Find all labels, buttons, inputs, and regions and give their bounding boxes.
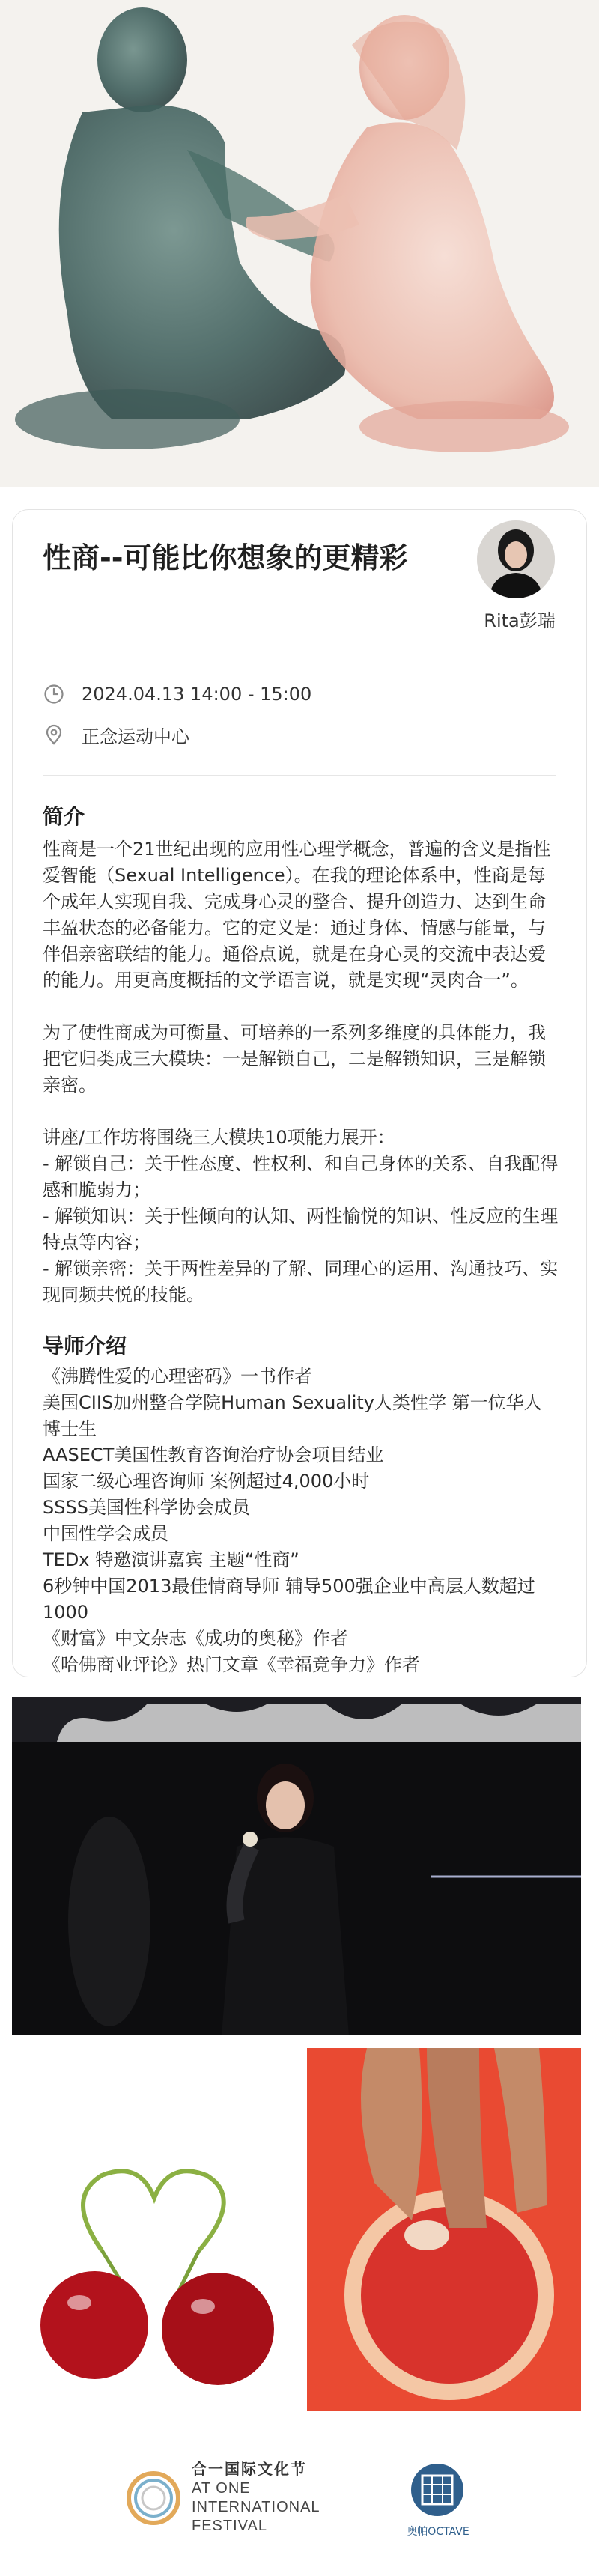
event-datetime: 2024.04.13 14:00 - 15:00 — [82, 684, 312, 705]
festival-name-en-2: INTERNATIONAL — [192, 2499, 320, 2515]
mentor-heading: 导师介绍 — [43, 1334, 127, 1358]
host-avatar[interactable] — [477, 520, 555, 598]
event-card — [12, 509, 587, 1677]
event-location-row[interactable] — [43, 720, 189, 750]
intro-text: 性商是一个21世纪出现的应用性心理学概念，普遍的含义是指性爱智能（Sexual Intelligence）。在我的理论体系中，性商是每个成年人实现自我、完成身心灵的整合、提升创造力、达到生命丰盈状态的必备能力。它的定义是：通过身体、情感与能量，与伴侣亲密联结的能力。通俗点说，就是在身心灵的交流中表达爱的能力。用更高度概括的文学语言说，就是实现“灵肉合一”。 为了使性商成为可衡量、可培养的一系列多维度的具体能力，我把它归类成三大模块：一是解锁自己，二是解锁知识，三是解锁亲密。 讲座/工作坊将围绕三大模块10项能力展开： - 解锁自己：关于性态度、性权利、和自己身体的关系、自我配得感和脆弱力； - 解锁知识：关于性倾向的认知、两性愉悦的知识、性反应的生理特点等内容； - 解锁亲密：关于两性差异的了解、同理心的运用、沟通技巧、实现同频共悦的技能。 — [43, 839, 559, 1305]
festival-name — [192, 2461, 320, 2536]
divider — [43, 775, 556, 776]
festival-logo — [126, 2459, 181, 2537]
footer — [0, 2434, 599, 2576]
partner-name: 奥帕OCTAVE — [407, 2526, 469, 2538]
event-location: 正念运动中心 — [82, 726, 189, 747]
grapefruit-photo — [307, 2048, 581, 2411]
event-title: 性商--可能比你想象的更精彩 — [43, 541, 408, 574]
festival-name-cn: 合一国际文化节 — [192, 2461, 307, 2478]
mentor-text: 《沸腾性爱的心理密码》一书作者 美国CIIS加州整合学院Human Sexuality人类性学 第一位华人博士生 AASECT美国性教育咨询治疗协会项目结业 国家二级心理咨询师 案例超过4,000小时 SSSS美国性科学协会成员 中国性学会成员 TEDx 特邀演讲嘉宾 主题“性商” 6秒钟中国2013最佳情商导师 辅导500强企业中高层人数超过1000 《财富》中文杂志《成功的奥秘》作者 《哈佛商业评论》热门文章《幸福竞争力》作者 — [43, 1366, 542, 1675]
host-name[interactable]: Rita彭瑞 — [484, 610, 556, 631]
festival-name-en-1: AT ONE — [192, 2480, 251, 2497]
speaker-photo — [12, 1697, 581, 2035]
octave-logo-icon — [407, 2462, 467, 2518]
map-pin-icon — [43, 723, 65, 746]
intro-heading: 简介 — [43, 804, 85, 829]
hero-illustration — [0, 0, 599, 487]
clock-icon — [43, 683, 65, 705]
event-time-row — [43, 679, 311, 709]
festival-name-en-3: FESTIVAL — [192, 2518, 267, 2534]
cherry-photo — [12, 2048, 295, 2411]
